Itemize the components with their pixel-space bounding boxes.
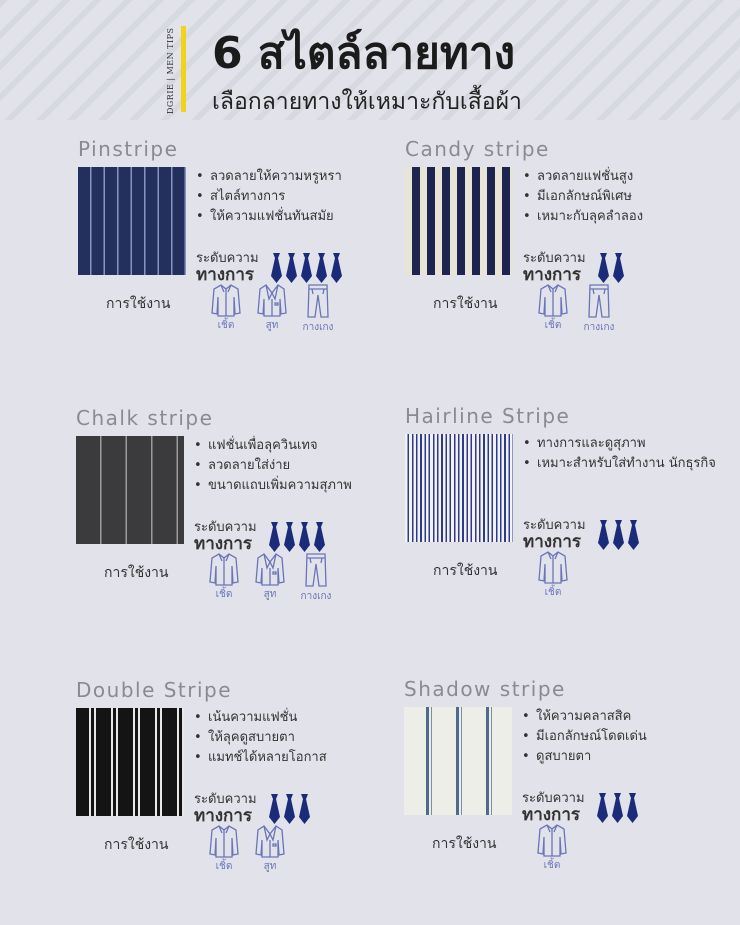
- tie-icon: [298, 522, 311, 556]
- formality-label-1: ระดับความ: [194, 520, 257, 535]
- feature-list: [196, 167, 406, 227]
- stripe-name: Shadow stripe: [404, 677, 566, 701]
- usage-label: การใช้งาน: [432, 836, 497, 852]
- garment-label: เชิ้ต: [215, 861, 233, 872]
- accent-bar: [181, 26, 186, 112]
- garment-shirt: [533, 550, 573, 600]
- stripe-card-hairline: [405, 404, 735, 634]
- tie-icon: [270, 253, 283, 287]
- stripe-card-pinstripe: [78, 137, 408, 367]
- feature-item: • แฟชั่นเพื่อลุควินเทจ: [194, 436, 404, 456]
- formality-label-1: ระดับความ: [523, 518, 586, 533]
- garment-suit: [250, 552, 290, 602]
- formality-label-1: ระดับความ: [523, 251, 586, 266]
- pants-icon: [579, 283, 619, 319]
- tie-icon: [612, 520, 625, 554]
- usage-label: การใช้งาน: [106, 296, 171, 312]
- feature-item: • แมทช์ได้หลายโอกาส: [194, 748, 404, 768]
- fabric-swatch: [405, 167, 513, 275]
- feature-item: • ทางการและดูสุภาพ: [523, 434, 733, 454]
- garment-label: กางเกง: [302, 322, 334, 333]
- tie-icon: [330, 253, 343, 287]
- usage-label: การใช้งาน: [104, 565, 169, 581]
- formality-label-1: ระดับความ: [196, 251, 259, 266]
- shirt-icon: [533, 550, 573, 584]
- feature-item: • เหมาะกับลุคลำลอง: [523, 207, 733, 227]
- feature-item: • เน้นความแฟชั่น: [194, 708, 404, 728]
- tie-icon: [268, 522, 281, 556]
- formality-ties: [597, 253, 625, 287]
- tie-icon: [285, 253, 298, 287]
- formality-label-2: ทางการ: [523, 265, 582, 285]
- feature-list: [522, 707, 732, 767]
- stripe-name: Double Stripe: [76, 678, 233, 702]
- feature-item: • ให้ความแฟชั่นทันสมัย: [196, 207, 406, 227]
- pants-icon: [298, 283, 338, 319]
- garment-shirt: [206, 283, 246, 333]
- fabric-swatch: [405, 434, 513, 542]
- formality-ties: [270, 253, 343, 287]
- usage-row: [432, 823, 732, 879]
- stripe-name: Candy stripe: [405, 137, 550, 161]
- shirt-icon: [204, 552, 244, 586]
- garment-suit: [250, 824, 290, 874]
- garment-label: เชิ้ต: [543, 860, 561, 871]
- stripe-card-shadow: [404, 677, 734, 907]
- suit-icon: [250, 552, 290, 586]
- tie-icon: [596, 793, 609, 827]
- fabric-swatch: [76, 708, 184, 816]
- formality-label-2: ทางการ: [523, 532, 582, 552]
- page-subtitle: เลือกลายทางให้เหมาะกับเสื้อผ้า: [212, 89, 522, 115]
- suit-icon: [250, 824, 290, 858]
- formality-ties: [596, 793, 639, 827]
- usage-label: การใช้งาน: [433, 563, 498, 579]
- tie-icon: [627, 520, 640, 554]
- garment-label: เชิ้ต: [544, 320, 562, 331]
- garment-shirt: [204, 552, 244, 602]
- shirt-icon: [204, 824, 244, 858]
- usage-row: [433, 283, 733, 339]
- tie-icon: [611, 793, 624, 827]
- shirt-icon: [532, 823, 572, 857]
- garment-pants: [579, 283, 619, 335]
- feature-item: • ให้ความคลาสสิค: [522, 707, 732, 727]
- usage-row: [433, 550, 733, 606]
- garment-suit: [252, 283, 292, 333]
- stripe-name: Chalk stripe: [76, 406, 214, 430]
- shirt-icon: [206, 283, 246, 317]
- formality-level: [194, 516, 394, 552]
- formality-label-2: ทางการ: [194, 806, 253, 826]
- formality-label-2: ทางการ: [196, 265, 255, 285]
- fabric-swatch: [76, 436, 184, 544]
- stripe-card-chalk: [76, 406, 406, 636]
- usage-row: [106, 283, 406, 339]
- stripe-name: Pinstripe: [78, 137, 179, 161]
- garment-label: เชิ้ต: [215, 589, 233, 600]
- garment-label: สูท: [263, 861, 277, 872]
- tie-icon: [597, 520, 610, 554]
- usage-row: [104, 824, 404, 880]
- feature-list: [523, 434, 733, 474]
- feature-item: • ให้ลุคดูสบายตา: [194, 728, 404, 748]
- feature-item: • ลวดลายให้ความหรูหรา: [196, 167, 406, 187]
- formality-label-1: ระดับความ: [194, 792, 257, 807]
- tie-icon: [626, 793, 639, 827]
- formality-ties: [268, 522, 326, 556]
- formality-label-1: ระดับความ: [522, 791, 585, 806]
- stripe-name: Hairline Stripe: [405, 404, 571, 428]
- pants-icon: [296, 552, 336, 588]
- garment-label: สูท: [265, 320, 279, 331]
- feature-item: • ดูสบายตา: [522, 747, 732, 767]
- tie-icon: [313, 522, 326, 556]
- formality-label-2: ทางการ: [194, 534, 253, 554]
- fabric-swatch: [404, 707, 512, 815]
- feature-list: [194, 436, 404, 496]
- feature-list: [523, 167, 733, 227]
- formality-ties: [268, 794, 311, 828]
- usage-label: การใช้งาน: [104, 837, 169, 853]
- garment-label: กางเกง: [583, 322, 615, 333]
- garment-shirt: [532, 823, 572, 873]
- usage-label: การใช้งาน: [433, 296, 498, 312]
- feature-list: [194, 708, 404, 768]
- formality-level: [523, 514, 723, 550]
- tie-icon: [283, 794, 296, 828]
- tie-icon: [597, 253, 610, 287]
- stripe-card-candy: [405, 137, 735, 367]
- feature-item: • มีเอกลักษณ์โดดเด่น: [522, 727, 732, 747]
- garment-label: กางเกง: [300, 591, 332, 602]
- feature-item: • ลวดลายใส่ง่าย: [194, 456, 404, 476]
- feature-item: • มีเอกลักษณ์พิเศษ: [523, 187, 733, 207]
- usage-row: [104, 552, 404, 608]
- formality-level: [522, 787, 722, 823]
- formality-ties: [597, 520, 640, 554]
- tie-icon: [612, 253, 625, 287]
- formality-level: [194, 788, 394, 824]
- garment-shirt: [533, 283, 573, 333]
- tie-icon: [298, 794, 311, 828]
- garment-pants: [296, 552, 336, 604]
- garment-pants: [298, 283, 338, 335]
- formality-level: [196, 247, 396, 283]
- feature-item: • สไตล์ทางการ: [196, 187, 406, 207]
- formality-level: [523, 247, 723, 283]
- garment-label: เชิ้ต: [217, 320, 235, 331]
- garment-label: สูท: [263, 589, 277, 600]
- tie-icon: [268, 794, 281, 828]
- formality-label-2: ทางการ: [522, 805, 581, 825]
- garment-shirt: [204, 824, 244, 874]
- brand-label: DGRIE | MEN TIPS: [166, 27, 175, 115]
- shirt-icon: [533, 283, 573, 317]
- tie-icon: [300, 253, 313, 287]
- feature-item: • ลวดลายแฟชั่นสูง: [523, 167, 733, 187]
- suit-icon: [252, 283, 292, 317]
- tie-icon: [315, 253, 328, 287]
- feature-item: • เหมาะสำหรับใส่ทำงาน นักธุรกิจ: [523, 454, 733, 474]
- feature-item: • ขนาดแถบเพิ่มความสุภาพ: [194, 476, 404, 496]
- stripe-card-double: [76, 678, 406, 908]
- garment-label: เชิ้ต: [544, 587, 562, 598]
- tie-icon: [283, 522, 296, 556]
- page-title: 6 สไตล์ลายทาง: [212, 28, 516, 79]
- fabric-swatch: [78, 167, 186, 275]
